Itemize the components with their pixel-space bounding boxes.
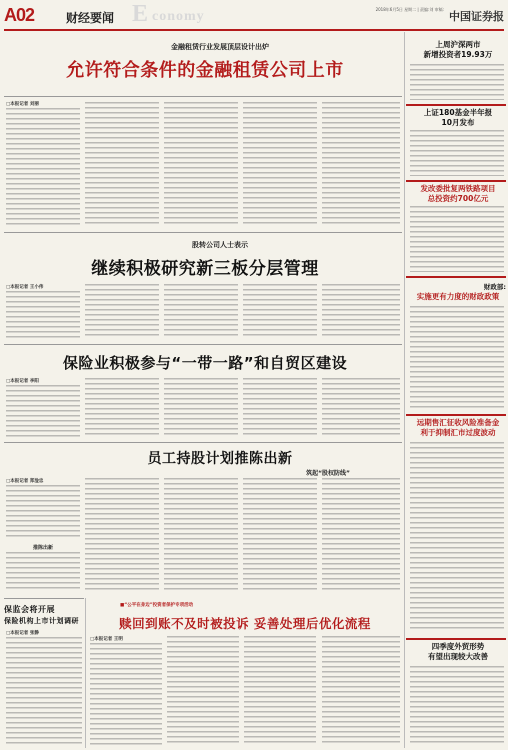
brand-word: conomy (152, 9, 205, 24)
story4-column-5 (322, 478, 400, 592)
story2-column-4 (243, 284, 317, 339)
issue-meta: 2018年6月5日 星期二 | 责编:刘 审稿: (375, 7, 444, 12)
right-item1-title: 上周沪深两市 新增投资者19.93万 (423, 40, 493, 59)
story5-headline-2: 保险机构上市计划调研 (4, 617, 79, 625)
story4-column-3 (164, 478, 238, 592)
story3-byline: □本报记者 李阳 (6, 379, 39, 384)
right-item2-title: 上证180基金半年报 10月发布 (423, 108, 493, 127)
divider (4, 344, 402, 345)
right-item1-body (410, 64, 504, 100)
divider (85, 598, 86, 748)
story6-column-2 (167, 636, 239, 745)
divider (4, 598, 84, 599)
right-item6-title: 四季度外贸形势 有望出现较大改善 (428, 642, 488, 661)
story3-column-4 (243, 378, 317, 437)
right-item5-body (410, 442, 504, 632)
right-item4-title: 实施更有力度的财政政策 (416, 292, 500, 301)
story3-column-1 (6, 385, 80, 437)
story1-headline: 允许符合条件的金融租赁公司上市 (66, 60, 344, 81)
story6-column-4 (322, 636, 400, 745)
divider (4, 442, 402, 443)
story4-column-1 (6, 485, 80, 540)
story1-column-1 (6, 108, 80, 226)
right-item6-body (410, 666, 504, 746)
page-number: A02 (4, 5, 35, 25)
story6-kicker: ■“公平在身边”投资者保护专项活动 (120, 603, 194, 608)
red-rule (406, 276, 506, 278)
newspaper-logo: 中国证券报 (449, 10, 504, 23)
story4-subtitle: 筑起“股权防线” (306, 470, 350, 477)
story5-body (6, 637, 82, 745)
right-item4-kicker: 财政部: (483, 283, 506, 291)
story1-column-5 (322, 102, 400, 226)
story2-column-2 (85, 284, 159, 339)
red-rule (406, 414, 506, 416)
story4-column-4 (243, 478, 317, 592)
story3-column-2 (85, 378, 159, 437)
red-rule (406, 638, 506, 640)
divider (4, 232, 402, 233)
masthead (4, 3, 504, 31)
right-item2-body (410, 130, 504, 176)
story2-byline: □本报记者 王小伟 (6, 285, 44, 290)
story1-byline: □本报记者 刘丽 (6, 102, 39, 107)
right-item3-body (410, 206, 504, 272)
story4-headline: 员工持股计划推陈出新 (147, 451, 293, 467)
story2-subtitle: 股转公司人士表示 (192, 241, 248, 249)
story5-byline: □本报记者 张静 (6, 631, 39, 636)
story1-subtitle: 金融租赁行业发展顶层设计出炉 (171, 43, 269, 51)
story4-side-label: 推陈出新 (32, 545, 53, 551)
story2-column-1 (6, 291, 80, 339)
story1-column-3 (164, 102, 238, 226)
story6-byline: □本报记者 王明 (90, 637, 123, 642)
story2-headline: 继续积极研究新三板分层管理 (91, 259, 319, 279)
story6-column-1 (90, 643, 162, 745)
story6-column-3 (244, 636, 316, 745)
red-rule (406, 180, 506, 182)
story1-column-2 (85, 102, 159, 226)
story6-headline: 赎回到账不及时被投诉 妥善处理后优化流程 (119, 616, 371, 631)
story1-column-4 (243, 102, 317, 226)
story2-column-3 (164, 284, 238, 339)
divider (4, 96, 402, 97)
story3-column-5 (322, 378, 400, 437)
right-item4-body (410, 306, 504, 410)
story4-column-2 (85, 478, 159, 592)
story3-headline: 保险业积极参与“一带一路”和自贸区建设 (62, 354, 348, 372)
right-item5-title: 远期售汇征收风险准备金 利于抑制汇市过度波动 (416, 418, 500, 437)
brand-letter: E (132, 1, 149, 27)
right-item3-title: 发改委批复两铁路项目 总投资约700亿元 (420, 184, 496, 203)
story4-column-1b (6, 552, 80, 592)
section-title: 财经要闻 (66, 11, 115, 25)
story5-headline: 保监会将开展 (4, 605, 55, 614)
column-divider (404, 32, 405, 748)
story2-column-5 (322, 284, 400, 339)
story3-column-3 (164, 378, 238, 437)
story4-byline: □本报记者 郑淦忠 (6, 479, 44, 484)
red-rule (406, 104, 506, 106)
